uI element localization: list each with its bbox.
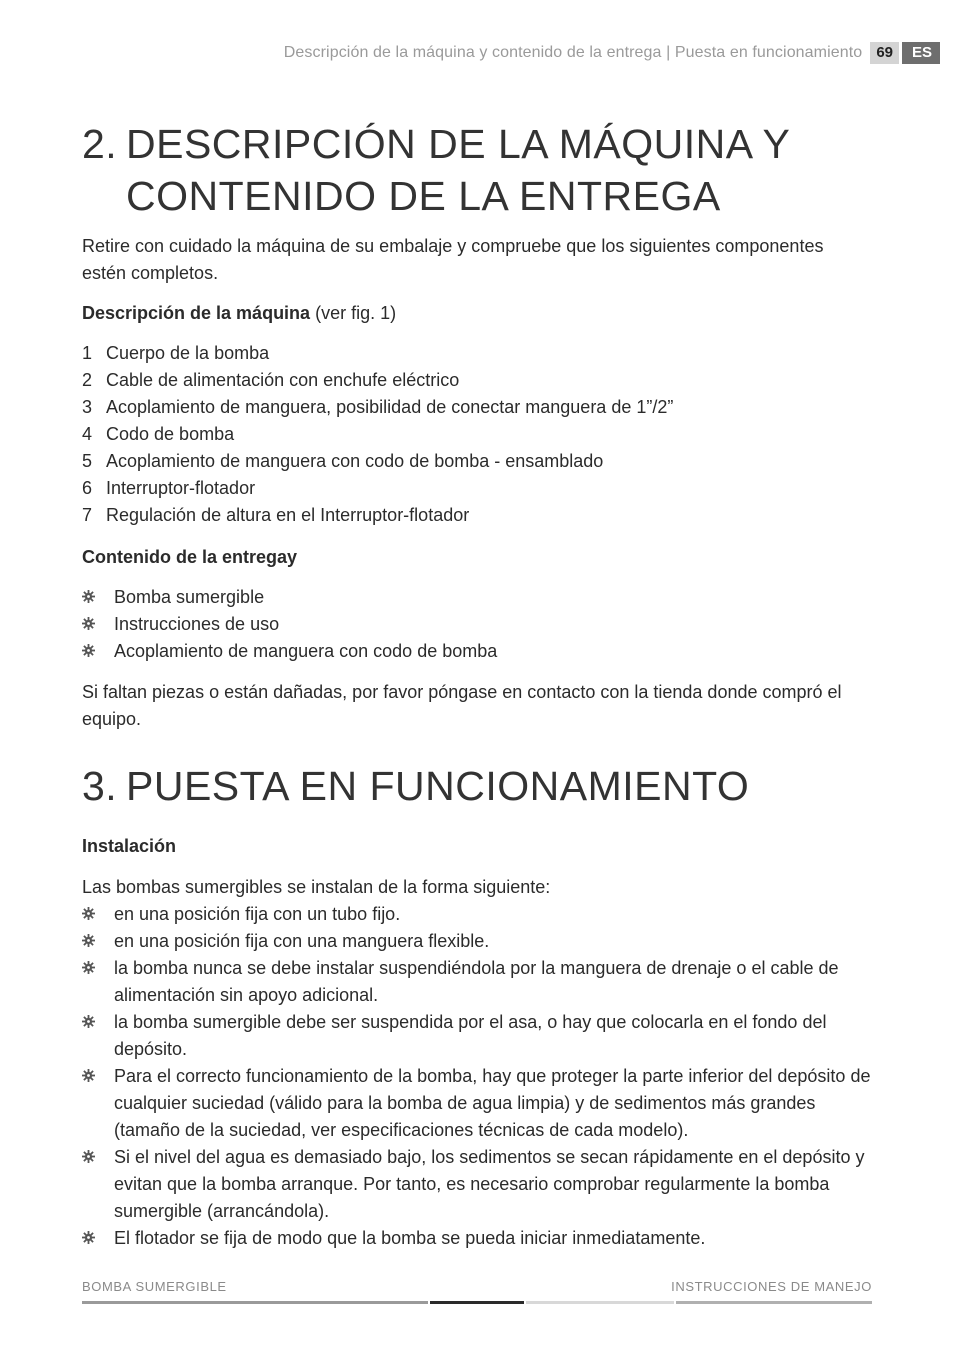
gear-bullet-icon <box>82 1009 114 1063</box>
list-item <box>82 638 872 665</box>
item-text: Acoplamiento de manguera con codo de bomba <box>114 641 498 661</box>
list-item <box>82 611 872 638</box>
delivery-heading: Contenido de la entregay <box>82 547 298 567</box>
running-title: Descripción de la máquina y contenido de la entrega | Puesta en funcionamiento <box>283 44 863 61</box>
section-2-number: 2. <box>82 121 118 167</box>
item-text: Cuerpo de la bomba <box>106 343 270 363</box>
footer-left-label: BOMBA SUMERGIBLE <box>82 1279 227 1294</box>
list-item <box>82 340 872 367</box>
list-item <box>82 394 872 421</box>
gear-bullet-icon <box>82 1225 114 1252</box>
item-text: Acoplamiento de manguera, posibilidad de conectar manguera de 1”/2” <box>106 397 674 417</box>
footer <box>82 1279 872 1294</box>
intro-paragraph: Retire con cuidado la máquina de su embalaje y compruebe que los siguientes componentes estén completos. <box>82 236 824 283</box>
installation-heading: Instalación <box>82 836 177 856</box>
item-number: 5 <box>82 451 93 471</box>
gear-bullet-icon <box>82 955 114 1009</box>
list-item <box>82 955 872 1009</box>
section-3-title-text: PUESTA EN FUNCIONAMIENTO <box>126 763 750 809</box>
list-item <box>82 1063 872 1144</box>
item-text: Regulación de altura en el Interruptor-flotador <box>106 505 470 525</box>
gear-bullet-icon <box>82 1063 114 1144</box>
footer-bar-center <box>430 1301 524 1304</box>
page-number: 69 <box>870 42 899 64</box>
list-item <box>82 448 872 475</box>
gear-bullet-icon <box>82 928 114 955</box>
list-item <box>82 901 872 928</box>
item-text: Codo de bomba <box>106 424 235 444</box>
delivery-contents-list <box>82 584 872 665</box>
language-tab: ES <box>902 42 940 64</box>
gear-bullet-icon <box>82 584 114 611</box>
item-text: Acoplamiento de manguera con codo de bomba - ensamblado <box>106 451 604 471</box>
list-item <box>82 928 872 955</box>
gear-bullet-icon <box>82 638 114 665</box>
footer-bar-left <box>82 1301 428 1304</box>
installation-intro: Las bombas sumergibles se instalan de la forma siguiente: <box>82 877 551 897</box>
gear-bullet-icon <box>82 1144 114 1225</box>
list-item <box>82 1225 872 1252</box>
item-text: la bomba nunca se debe instalar suspendiéndola por la manguera de drenaje o el cable de alimentación sin apoyo adicional. <box>114 958 839 1005</box>
item-text: Interruptor-flotador <box>106 478 256 498</box>
list-item <box>82 367 872 394</box>
section-2-title-text: DESCRIPCIÓN DE LA MÁQUINA Y CONTENIDO DE LA ENTREGA <box>126 121 790 219</box>
item-text: en una posición fija con un tubo fijo. <box>114 904 401 924</box>
item-number: 6 <box>82 478 93 498</box>
section-3-title <box>82 760 872 812</box>
item-number: 1 <box>82 343 93 363</box>
list-item <box>82 502 872 529</box>
gear-bullet-icon <box>82 611 114 638</box>
section-3-number: 3. <box>82 763 118 809</box>
gear-bullet-icon <box>82 901 114 928</box>
missing-parts-note: Si faltan piezas o están dañadas, por favor póngase en contacto con la tienda donde compró el equipo. <box>82 682 842 729</box>
footer-right-label: INSTRUCCIONES DE MANEJO <box>671 1279 872 1294</box>
list-item <box>82 584 872 611</box>
installation-list <box>82 901 872 1252</box>
item-text: la bomba sumergible debe ser suspendida por el asa, o hay que colocarla en el fondo del depósito. <box>114 1012 827 1059</box>
item-text: Cable de alimentación con enchufe eléctrico <box>106 370 460 390</box>
item-number: 2 <box>82 370 93 390</box>
section-2-title <box>82 118 872 222</box>
item-number: 4 <box>82 424 93 444</box>
running-header <box>284 42 940 64</box>
machine-heading-note: (ver fig. 1) <box>315 303 397 323</box>
item-text: Instrucciones de uso <box>114 614 280 634</box>
list-item <box>82 1009 872 1063</box>
item-text: Si el nivel del agua es demasiado bajo, los sedimentos se secan rápidamente en el depósito y evitan que la bomba arranque. Por tanto, es necesario comprobar regularmente la bomba sumergible (arrancándola). <box>114 1147 865 1221</box>
machine-parts-list <box>82 340 872 529</box>
list-item <box>82 421 872 448</box>
list-item <box>82 1144 872 1225</box>
machine-heading-text: Descripción de la máquina <box>82 303 311 323</box>
item-number: 7 <box>82 505 93 525</box>
item-text: Para el correcto funcionamiento de la bomba, hay que proteger la parte inferior del depósito de cualquier suciedad (válido para la bomba de agua limpia) y de sedimentos más grandes (tamaño de la suciedad, ver especificaciones técnicas de cada modelo). <box>114 1066 871 1140</box>
list-item <box>82 475 872 502</box>
footer-bar-right <box>676 1301 872 1304</box>
item-number: 3 <box>82 397 93 417</box>
machine-description-heading <box>82 300 396 327</box>
item-text: El flotador se fija de modo que la bomba se pueda iniciar inmediatamente. <box>114 1228 706 1248</box>
footer-bar-light <box>526 1301 674 1304</box>
item-text: en una posición fija con una manguera flexible. <box>114 931 490 951</box>
item-text: Bomba sumergible <box>114 587 265 607</box>
